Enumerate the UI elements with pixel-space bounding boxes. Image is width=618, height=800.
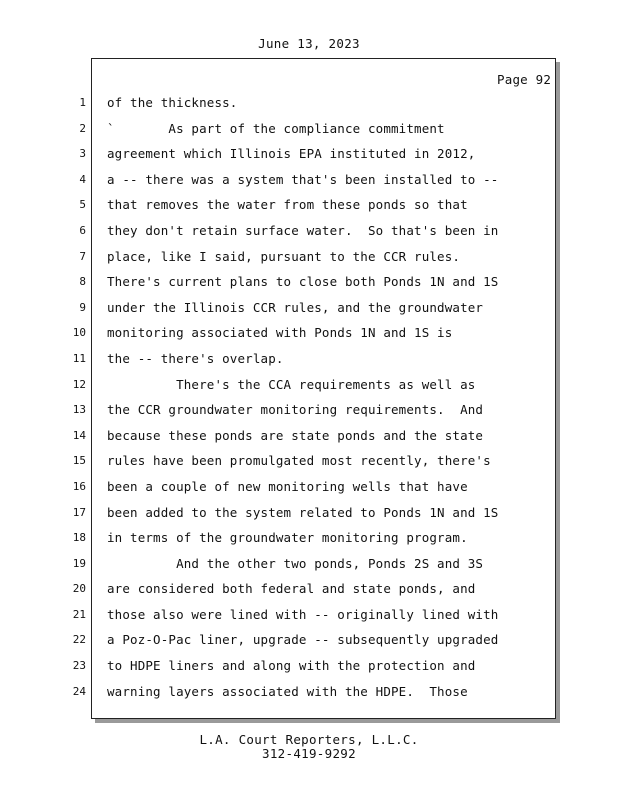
line-number: 21 — [72, 607, 86, 621]
transcript-line: place, like I said, pursuant to the CCR rules. — [107, 248, 461, 264]
line-number: 12 — [72, 377, 86, 391]
transcript-line: are considered both federal and state ponds, and — [107, 581, 476, 597]
line-number: 19 — [72, 556, 86, 570]
transcript-line: And the other two ponds, Ponds 2S and 3S — [107, 555, 484, 571]
transcript-line: under the Illinois CCR rules, and the groundwater — [107, 299, 484, 315]
transcript-line: those also were lined with -- originally lined with — [107, 606, 499, 622]
line-number: 7 — [79, 249, 86, 263]
reporter-company: L.A. Court Reporters, L.L.C. — [199, 732, 419, 747]
line-number: 6 — [79, 223, 86, 237]
line-number: 4 — [79, 172, 86, 186]
line-number: 5 — [79, 198, 86, 212]
transcript-line: because these ponds are state ponds and the state — [107, 427, 484, 443]
line-number: 11 — [72, 351, 86, 365]
reporter-phone: 312-419-9292 — [262, 746, 356, 761]
line-number: 23 — [72, 659, 86, 673]
line-number: 16 — [72, 479, 86, 493]
transcript-line: a -- there was a system that's been installed to -- — [107, 171, 499, 187]
line-number-column — [50, 95, 86, 709]
transcript-line: agreement which Illinois EPA instituted in 2012, — [107, 146, 476, 162]
line-number: 22 — [72, 633, 86, 647]
transcript-line: the -- there's overlap. — [107, 350, 284, 366]
transcript-line: the CCR groundwater monitoring requirements. And — [107, 402, 484, 418]
transcript-line: monitoring associated with Ponds 1N and 1S is — [107, 325, 453, 341]
transcript-line: to HDPE liners and along with the protection and — [107, 658, 476, 674]
line-number: 8 — [79, 275, 86, 289]
line-number: 9 — [79, 300, 86, 314]
line-number: 14 — [72, 428, 86, 442]
line-number: 3 — [79, 147, 86, 161]
line-number: 20 — [72, 582, 86, 596]
transcript-line: ` As part of the compliance commitment — [107, 120, 445, 136]
transcript-date: June 13, 2023 — [258, 36, 360, 51]
transcript-line: in terms of the groundwater monitoring program. — [107, 530, 468, 546]
transcript-line: warning layers associated with the HDPE. Those — [107, 683, 468, 699]
transcript-line: There's the CCA requirements as well as — [107, 376, 476, 392]
line-number: 10 — [72, 326, 86, 340]
line-number: 13 — [72, 403, 86, 417]
transcript-text — [107, 95, 552, 709]
footer — [0, 733, 618, 761]
transcript-line: There's current plans to close both Ponds 1N and 1S — [107, 274, 499, 290]
transcript-line: rules have been promulgated most recently, there's — [107, 453, 491, 469]
transcript-line: a Poz-O-Pac liner, upgrade -- subsequently upgraded — [107, 632, 499, 648]
transcript-line: that removes the water from these ponds so that — [107, 197, 468, 213]
transcript-line: been a couple of new monitoring wells that have — [107, 478, 468, 494]
transcript-line: they don't retain surface water. So that's been in — [107, 222, 499, 238]
line-number: 1 — [79, 96, 86, 109]
line-number: 17 — [72, 505, 86, 519]
transcript-line: of the thickness. — [107, 95, 238, 110]
line-number: 15 — [72, 454, 86, 468]
line-number: 24 — [72, 684, 86, 698]
line-number: 2 — [79, 121, 86, 135]
transcript-line: been added to the system related to Ponds 1N and 1S — [107, 504, 499, 520]
page-number: Page 92 — [497, 72, 552, 87]
line-number: 18 — [72, 531, 86, 545]
